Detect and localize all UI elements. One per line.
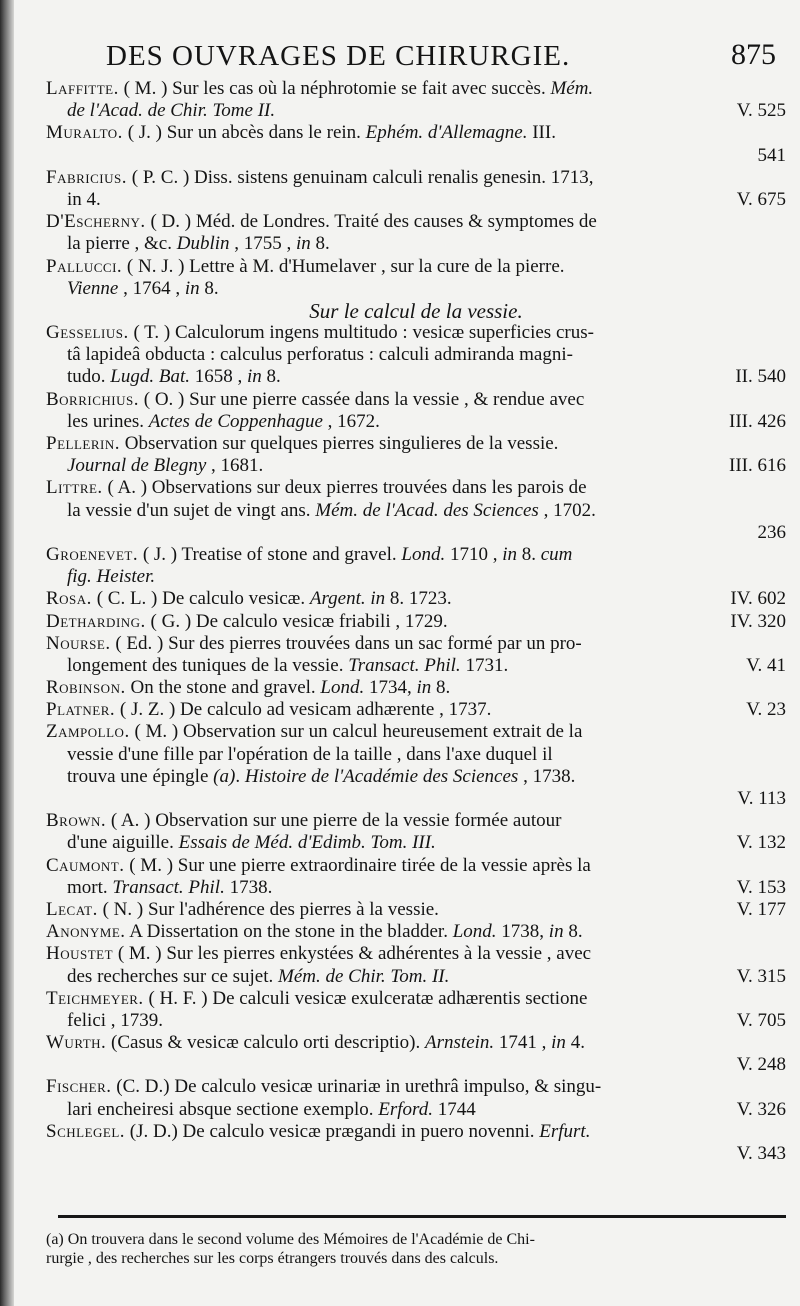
entry-line — [46, 78, 786, 100]
entry-text: la vessie d'un sujet de vingt ans. — [67, 499, 316, 521]
author-name: Detharding. — [46, 610, 146, 632]
author-name: Caumont. — [46, 854, 125, 876]
entry-text: vessie d'une fille par l'opération de la taille , dans l'axe duquel il — [67, 743, 553, 765]
entry-italic-text: Lond. — [401, 543, 446, 565]
entry-line — [46, 810, 786, 832]
volume-reference: III. 426 — [729, 410, 786, 432]
bibliography-entry — [46, 677, 786, 699]
entry-line — [46, 544, 786, 566]
volume-reference: V. 675 — [736, 188, 786, 210]
entry-italic-text: Erford. — [378, 1098, 433, 1120]
entry-line — [46, 699, 786, 721]
entry-text: , 1738. — [518, 765, 576, 787]
entry-italic-text: in — [416, 677, 432, 699]
bibliography-entry — [46, 721, 786, 810]
entry-text: d'une aiguille. — [67, 832, 179, 854]
entry-text: , 1764 , — [118, 277, 185, 299]
entry-line — [46, 633, 786, 655]
entry-italic-text: Argent. in — [309, 588, 386, 610]
bibliography-entry — [46, 211, 786, 255]
volume-reference-line — [46, 522, 786, 544]
author-name: Platner. — [46, 699, 116, 721]
volume-reference: V. 315 — [736, 965, 786, 987]
author-name: Schlegel. — [46, 1120, 126, 1142]
entry-text: ( J. Z. ) De calculo ad vesicam adhærente , 1737. — [119, 699, 492, 721]
volume-reference: IV. 320 — [730, 610, 786, 632]
entry-text: ( H. F. ) De calculi vesicæ exulceratæ adhærentis sectione — [148, 987, 588, 1009]
entry-line — [46, 455, 786, 477]
entry-text: ( N. J. ) Lettre à M. d'Humelaver , sur la cure de la pierre. — [126, 255, 565, 277]
entry-text: longement des tuniques de la vessie. — [67, 654, 349, 676]
entry-italic-text: Lugd. Bat. — [110, 366, 190, 388]
entry-text: ( N. ) Sur l'adhérence des pierres à la vessie. — [102, 898, 439, 920]
bibliography-entry — [46, 988, 786, 1032]
entry-text: ( M. ) Sur les pierres enkystées & adhérentes à la vessie , avec — [117, 943, 592, 965]
author-name: Littre. — [46, 477, 103, 499]
entry-italic-text: Essais de Méd. d'Edimb. Tom. III. — [178, 832, 436, 854]
entry-line — [46, 588, 786, 610]
entry-text: 1738. — [224, 876, 273, 898]
entry-italic-text: in — [502, 543, 517, 565]
bibliography-entry — [46, 899, 786, 921]
page-binding-shadow — [0, 0, 14, 1306]
author-name: Teichmeyer. — [46, 987, 144, 1009]
bibliography-entry — [46, 588, 786, 610]
author-name: Anonyme. — [46, 921, 126, 943]
author-name: Nourse. — [46, 632, 111, 654]
entry-text: ( A. ) Observation sur une pierre de la vessie formée autour — [110, 810, 562, 832]
entry-italic-text: cum — [540, 543, 573, 565]
entry-line — [46, 744, 786, 766]
entry-italic-text: Mém. — [550, 78, 594, 99]
author-name: Fabricius. — [46, 166, 127, 188]
author-name: Fischer. — [46, 1076, 112, 1098]
volume-reference: V. 41 — [746, 654, 786, 676]
entry-text: 1658 , — [189, 366, 247, 388]
author-name: Groenevet. — [46, 543, 139, 565]
entry-line — [46, 877, 786, 899]
entry-line — [46, 433, 786, 455]
volume-reference: V. 705 — [736, 1009, 786, 1031]
entry-line — [46, 655, 786, 677]
entry-italic-text: Erfurt. — [539, 1120, 591, 1142]
entry-line — [46, 344, 786, 366]
footnote-text: On trouvera dans le second volume des Mémoires de l'Académie de Chi- — [67, 1231, 535, 1248]
author-name: Rosa. — [46, 588, 92, 610]
entry-line — [46, 832, 786, 854]
author-name: D'Escherny. — [46, 211, 146, 233]
entry-italic-text: in — [551, 1032, 566, 1054]
entry-line — [46, 1121, 786, 1143]
author-name: Laffitte. — [46, 78, 119, 99]
volume-reference: V. 177 — [736, 898, 786, 920]
entry-line — [46, 233, 786, 255]
bibliography-entry — [46, 633, 786, 677]
entry-text: ( O. ) Sur une pierre cassée dans la vessie , & rendue avec — [143, 388, 585, 410]
entry-line — [46, 278, 786, 300]
entry-italic-text: in — [548, 921, 564, 943]
entry-text: 8. — [431, 677, 451, 699]
entry-line — [46, 1032, 786, 1054]
entry-text: 1741 , — [494, 1032, 552, 1054]
volume-reference: V. 248 — [736, 1054, 786, 1076]
entry-text: A Dissertation on the stone in the bladder. — [129, 921, 453, 943]
entry-text: tudo. — [67, 366, 111, 388]
entry-italic-text: Histoire de l'Académie des Sciences — [244, 765, 519, 787]
entry-line — [46, 677, 786, 699]
entry-text: III. — [527, 122, 556, 144]
entry-text: ( J. ) Treatise of stone and gravel. — [142, 543, 402, 565]
page-number: 875 — [731, 38, 776, 71]
entry-italic-text: Arnstein. — [425, 1032, 495, 1054]
bibliography-entry — [46, 256, 786, 300]
entry-line — [46, 943, 786, 965]
entry-text: mort. — [67, 876, 113, 898]
entry-line — [46, 766, 786, 788]
entry-line — [46, 322, 786, 344]
entry-text: ( M. ) Sur les cas où la néphrotomie se fait avec succès. — [123, 78, 551, 99]
entry-text: , 1755 , — [229, 233, 297, 255]
bibliography-entry — [46, 544, 786, 588]
entry-text: 8. — [199, 277, 219, 299]
entry-italic-text: (a) — [213, 765, 236, 787]
volume-reference: V. 153 — [736, 876, 786, 898]
entry-text: , 1681. — [206, 455, 264, 477]
entry-line — [46, 855, 786, 877]
entry-text: 1731. — [460, 654, 509, 676]
footnote-text: rurgie , des recherches sur les corps étrangers trouvés dans des calculs. — [46, 1250, 499, 1267]
bibliography-entry — [46, 611, 786, 633]
entry-text: Observation sur quelques pierres singulieres de la vessie. — [124, 433, 559, 454]
volume-reference: II. 540 — [735, 366, 786, 388]
entry-text: On the stone and gravel. — [130, 677, 321, 699]
bibliography-entry — [46, 322, 786, 389]
volume-reference-line — [46, 788, 786, 810]
entry-text: 1710 , — [445, 543, 503, 565]
footnote-marker: (a) — [46, 1231, 64, 1248]
bibliography-entry — [46, 122, 786, 166]
author-name: Pallucci. — [46, 255, 123, 277]
entry-line — [46, 611, 786, 633]
entry-italic-text: Journal de Blegny — [67, 455, 207, 477]
volume-reference: V. 113 — [737, 788, 786, 809]
bibliography-entry — [46, 699, 786, 721]
entry-text: ( D. ) Méd. de Londres. Traité des causes & symptomes de — [150, 211, 597, 233]
entry-italic-text: Mém. de l'Acad. des Sciences — [315, 499, 539, 521]
entry-line — [46, 1099, 786, 1121]
author-name: Brown. — [46, 810, 107, 832]
author-name: Wurth. — [46, 1032, 107, 1054]
entry-text: ( J. ) Sur un abcès dans le rein. — [127, 122, 366, 144]
entry-italic-text: Mém. de Chir. Tom. II. — [278, 965, 450, 987]
entry-italic-text: in — [296, 233, 311, 255]
entry-italic-text: in — [184, 277, 200, 299]
entry-italic-text: Lond. — [452, 921, 497, 943]
entry-text: ( Ed. ) Sur des pierres trouvées dans un sac formé par un pro- — [115, 632, 582, 654]
entry-line — [46, 921, 786, 943]
entry-line — [46, 500, 786, 522]
entry-text: ( G. ) De calculo vesicæ friabili , 1729. — [150, 610, 448, 632]
volume-reference: V. 326 — [736, 1098, 786, 1120]
bibliography-entry — [46, 433, 786, 477]
volume-reference-line — [46, 145, 786, 167]
entry-text: 1744 — [432, 1098, 476, 1120]
footnote — [46, 1230, 786, 1268]
volume-reference: 236 — [757, 521, 786, 543]
entry-text: (Casus & vesicæ calculo orti descriptio). — [111, 1032, 426, 1054]
entry-italic-text: Transact. Phil. — [112, 876, 225, 898]
author-name: Zampollo. — [46, 721, 130, 743]
entry-text: 8. — [310, 233, 330, 255]
author-name: Robinson. — [46, 677, 126, 699]
entry-line — [46, 256, 786, 278]
section-heading: Sur le calcul de la vessie. — [309, 298, 523, 323]
entry-line — [46, 411, 786, 433]
author-name: Muralto. — [46, 122, 123, 144]
volume-reference-line — [46, 1054, 786, 1076]
bibliography-entry — [46, 1121, 786, 1165]
entry-line — [46, 189, 786, 211]
entry-italic-text: fig. Heister. — [67, 566, 156, 588]
volume-reference: III. 616 — [729, 455, 786, 477]
entry-line — [46, 899, 786, 921]
entry-italic-text: Transact. Phil. — [348, 654, 461, 676]
entry-text: in 4. — [67, 188, 101, 210]
bibliography-entry — [46, 1032, 786, 1076]
entry-text: 1738, — [496, 921, 549, 943]
entry-line — [46, 122, 786, 144]
entry-text: trouva une épingle — [67, 765, 214, 787]
entry-line — [46, 966, 786, 988]
volume-reference: V. 23 — [746, 699, 786, 721]
footnote-line — [46, 1249, 786, 1268]
entry-text: 8. — [563, 921, 583, 943]
volume-reference-line — [46, 1143, 786, 1165]
entry-italic-text: de l'Acad. de Chir. Tome II. — [67, 100, 276, 122]
entry-text: 8. — [517, 543, 541, 565]
author-name: Lecat. — [46, 898, 98, 920]
entry-line — [46, 566, 786, 588]
bibliography-entry — [46, 78, 786, 122]
bibliography-entry — [46, 389, 786, 433]
entry-line — [46, 721, 786, 743]
entry-text: ( M. ) Sur une pierre extraordinaire tirée de la vessie après la — [129, 854, 591, 876]
author-name: Houstet — [46, 943, 114, 965]
entry-italic-text: Ephém. d'Allemagne. — [365, 122, 528, 144]
entry-text: 8. — [261, 366, 281, 388]
entry-text: tâ lapideâ obducta : calculus perforatus : calculi admiranda magni- — [67, 344, 573, 366]
entry-italic-text: Lond. — [320, 677, 365, 699]
bibliography-entry — [46, 167, 786, 211]
entry-text: lari encheiresi absque sectione exemplo. — [67, 1098, 379, 1120]
bibliography-list — [46, 78, 786, 1165]
entry-text: la pierre , &c. — [67, 233, 177, 255]
author-name: Pellerin. — [46, 433, 120, 454]
entry-text: , 1672. — [322, 410, 380, 432]
entry-italic-text: in — [246, 366, 262, 388]
bibliography-entry — [46, 477, 786, 544]
entry-line — [46, 100, 786, 122]
entry-text: (C. D.) De calculo vesicæ urinariæ in urethrâ impulso, & singu- — [116, 1076, 602, 1098]
entry-text: ( M. ) Observation sur un calcul heureusement extrait de la — [134, 721, 583, 743]
entry-line — [46, 988, 786, 1010]
entry-line — [46, 167, 786, 189]
entry-text: ( C. L. ) De calculo vesicæ. — [96, 588, 310, 610]
footnote-line — [46, 1230, 786, 1249]
volume-reference: 541 — [757, 144, 786, 166]
entry-text: 4. — [565, 1032, 585, 1054]
volume-reference: IV. 602 — [730, 588, 786, 610]
entry-italic-text: Dublin — [176, 233, 230, 255]
bibliography-entry — [46, 810, 786, 854]
entry-line — [46, 1010, 786, 1032]
entry-text: ( A. ) Observations sur deux pierres trouvées dans les parois de — [107, 477, 587, 499]
author-name: Borrichius. — [46, 388, 139, 410]
entry-text: . — [235, 765, 245, 787]
author-name: Gesselius. — [46, 322, 129, 344]
entry-line — [46, 366, 786, 388]
entry-line — [46, 211, 786, 233]
entry-text: les urines. — [67, 410, 149, 432]
volume-reference: V. 525 — [736, 100, 786, 122]
entry-italic-text: Vienne — [67, 277, 119, 299]
bibliography-entry — [46, 855, 786, 899]
running-title: DES OUVRAGES DE CHIRURGIE. — [106, 40, 571, 72]
entry-text: des recherches sur ce sujet. — [67, 965, 279, 987]
entry-text: felici , 1739. — [67, 1009, 164, 1031]
running-header — [106, 36, 786, 76]
entry-text: (J. D.) De calculo vesicæ prægandi in puero novenni. — [129, 1120, 540, 1142]
bibliography-entry — [46, 1076, 786, 1120]
volume-reference: V. 132 — [736, 832, 786, 854]
entry-text: 1734, — [364, 677, 417, 699]
entry-text: ( T. ) Calculorum ingens multitudo : vesicæ superficies crus- — [133, 322, 594, 344]
entry-italic-text: Actes de Coppenhague — [148, 410, 323, 432]
footnote-rule — [58, 1215, 786, 1218]
volume-reference: V. 343 — [736, 1143, 786, 1164]
entry-line — [46, 1076, 786, 1098]
bibliography-entry — [46, 943, 786, 987]
entry-text: , 1702. — [538, 499, 596, 521]
bibliography-entry — [46, 921, 786, 943]
entry-line — [46, 477, 786, 499]
entry-line — [46, 389, 786, 411]
entry-text: 8. 1723. — [385, 588, 452, 610]
entry-text: ( P. C. ) Diss. sistens genuinam calculi renalis genesin. 1713, — [131, 166, 594, 188]
